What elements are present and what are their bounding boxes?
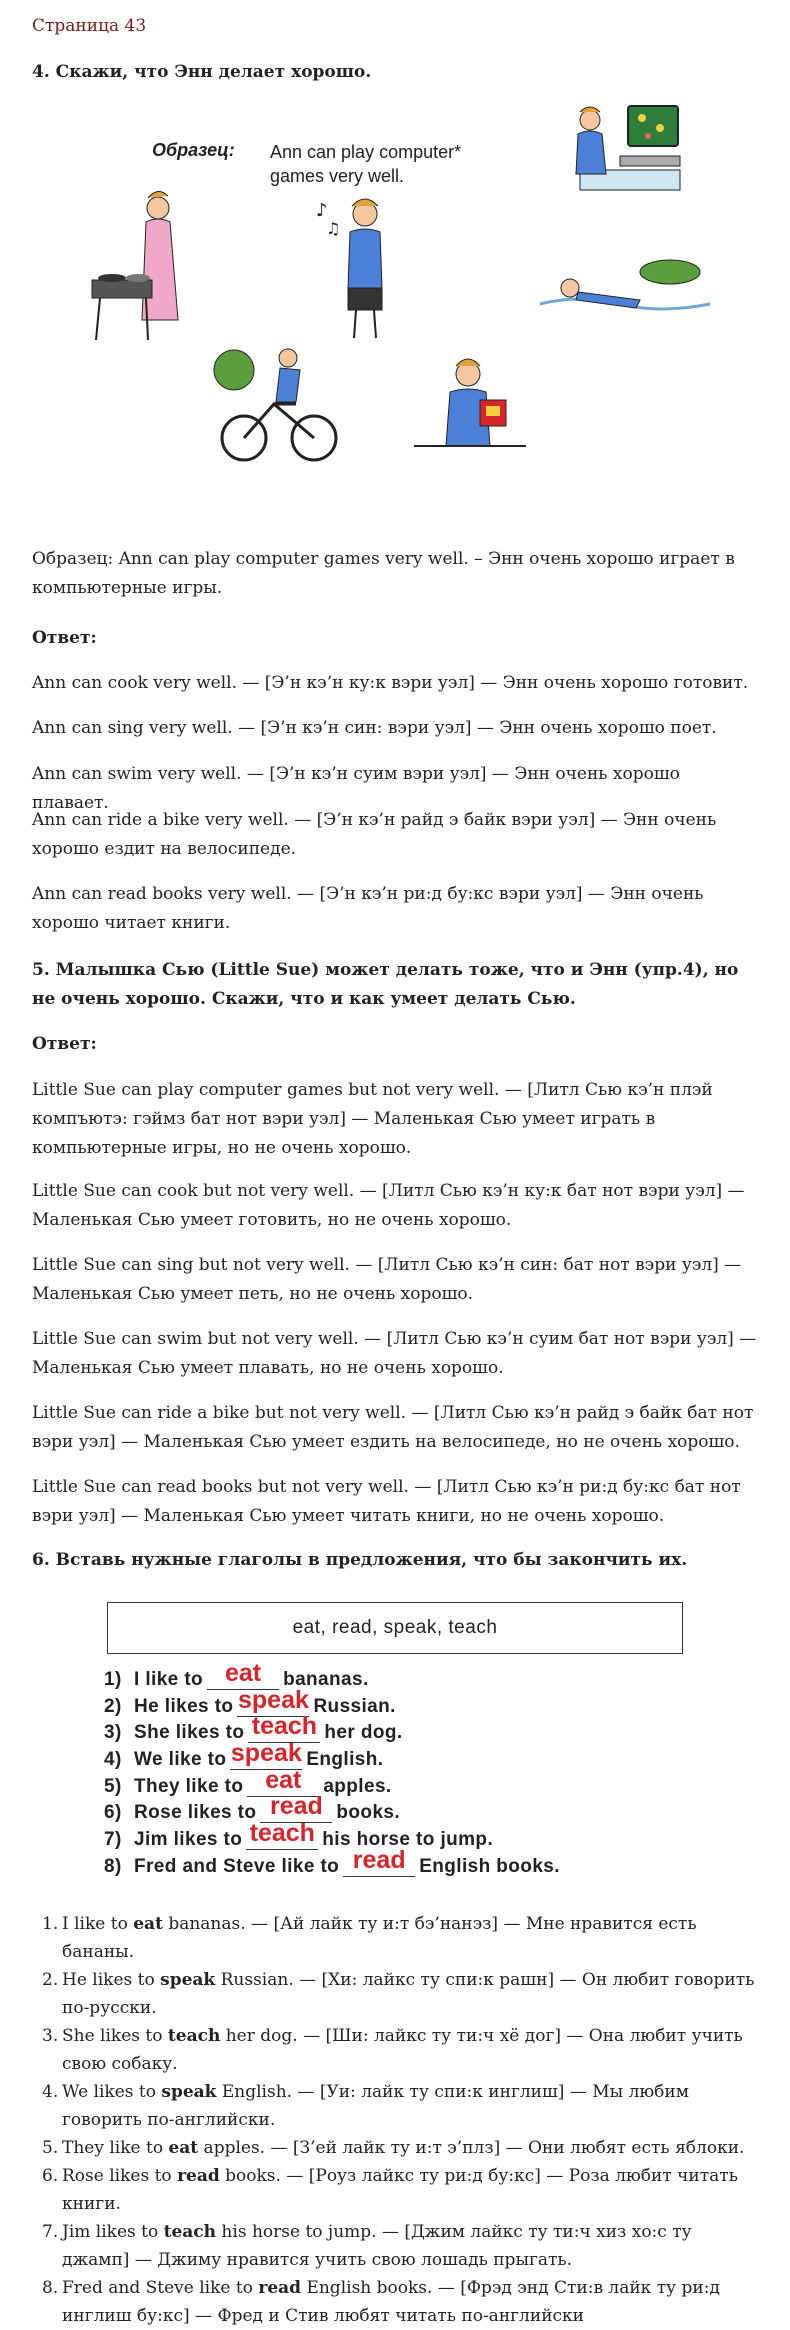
item-number: 8) [104, 1855, 122, 1877]
filled-answer: read [270, 1792, 323, 1821]
item-number: 4) [104, 1749, 122, 1771]
ex4-answer: Ann can cook very well. — [Э’н кэ’н ку:к вэри уэл] — Энн очень хорошо готовит. [32, 673, 749, 693]
fill-in-item [104, 1712, 724, 1748]
sample-text: Ann can play computer* games very well. [270, 142, 462, 186]
filled-answer: speak [237, 1685, 309, 1714]
ex4-heading: 4. Скажи, что Энн делает хорошо. [32, 62, 372, 82]
fill-in-item [104, 1739, 724, 1775]
item-number: 7) [104, 1829, 122, 1851]
filled-answer: eat [224, 1659, 262, 1687]
fill-in-item [104, 1659, 724, 1695]
ex6-answer: 7. Jim likes to teach his horse to jump. — [Джим лайкс ту ти:ч хиз хо:с ту джамп] — Джиму нравится учить свою лошадь прыгать. [42, 2222, 692, 2270]
ex6-answer: 2. He likes to speak Russian. — [Хи: лайкс ту спи:к рашн] — Он любит говорить по-русски. [42, 1970, 755, 2018]
ex5-answer: Little Sue can sing but not very well. — [Литл Сью кэ’н син: бат нот вэри уэл] — Маленькая Сью умеет петь, но не очень хорошо. [32, 1255, 742, 1304]
filled-answer: read [352, 1845, 406, 1874]
ex5-heading: 5. Малышка Сью (Little Sue) может делать тоже, что и Энн (упр.4), но не очень хорошо. Скажи, что и как умеет делать Сью. [32, 960, 739, 1009]
item-before: We like to [134, 1749, 227, 1771]
item-after: bananas. [283, 1669, 369, 1690]
item-before: She likes to [134, 1722, 245, 1744]
ex6-heading: 6. Вставь нужные глаголы в предложения, что бы закончить их. [32, 1550, 688, 1570]
filled-answer: eat [265, 1765, 302, 1794]
ex4-answer-label: Ответ: [32, 628, 97, 648]
item-before: Rose likes to [134, 1802, 257, 1824]
item-after: English books. [419, 1855, 560, 1877]
fill-in-item [104, 1792, 724, 1828]
item-after: English. [306, 1749, 384, 1771]
cooking-picture [90, 180, 210, 350]
filled-answer: teach [251, 1712, 318, 1741]
ex5-answer: Little Sue can swim but not very well. — [Литл Сью кэ’н суим бат нот вэри уэл] — Маленькая Сью умеет плавать, но не очень хорошо. [32, 1329, 757, 1378]
ex6-answer: 6. Rose likes to read books. — [Роуз лайкс ту ри:д бу:кс] — Роза любит читать книги. [42, 2166, 738, 2214]
ex6-answer: 8. Fred and Steve like to read English books. — [Фрэд энд Сти:в лайк ту ри:д инглиш бу:кс] — Фред и Стив любят читать по-английски [42, 2278, 720, 2326]
computer-picture [560, 100, 690, 210]
bike-picture [210, 340, 350, 470]
ex5-answer: Little Sue can play computer games but not very well. — [Литл Сью кэ’н плэй компъютэ: гэймз бат нот вэри уэл] — Маленькая Сью умеет играть в компьютерные игры, но не очень хорошо. [32, 1080, 713, 1158]
answer-blank [343, 1845, 415, 1877]
item-after: her dog. [324, 1722, 403, 1744]
item-number: 2) [104, 1695, 122, 1717]
singing-picture [310, 192, 420, 342]
sample-translation: Образец: Ann can play computer games very well. – Энн очень хорошо играет в компьютерные игры. [32, 549, 735, 598]
ex6-answers-list [32, 1910, 758, 2330]
item-after: apples. [323, 1775, 392, 1797]
word-box-text: eat, read, speak, teach [292, 1617, 498, 1638]
fill-in-list [104, 1659, 724, 1882]
item-after: books. [336, 1802, 401, 1824]
ex5-answer: Little Sue can read books but not very well. — [Литл Сью кэ’н ри:д бу:кс бат нот вэри уэл] — Маленькая Сью умеет читать книги, но не очень хорошо. [32, 1477, 741, 1526]
page-link[interactable]: Страница 43 [32, 16, 147, 36]
filled-answer: teach [249, 1819, 315, 1848]
ex4-answer: Ann can ride a bike very well. — [Э’н кэ’н райд э байк вэри уэл] — Энн очень хорошо ездит на велосипеде. [32, 810, 717, 859]
ex4-answer: Ann can swim very well. — [Э’н кэ’н суим вэри уэл] — Энн очень хорошо плавает. [32, 764, 680, 813]
item-after: Russian. [313, 1695, 396, 1717]
item-number: 3) [104, 1722, 122, 1744]
ex6-answer: 1. I like to eat bananas. — [Ай лайк ту и:т бэ’нанэз] — Мне нравится есть бананы. [42, 1914, 697, 1962]
ex5-answer: Little Sue can cook but not very well. — [Литл Сью кэ’н ку:к бат нот вэри уэл] — Маленькая Сью умеет готовить, но не очень хорошо. [32, 1181, 745, 1230]
item-number: 5) [104, 1775, 122, 1797]
ex6-answer: 4. We likes to speak English. — [Уи: лайк ту спи:к инглиш] — Мы любим говорить по-английски. [42, 2082, 689, 2130]
filled-answer: speak [230, 1739, 302, 1768]
fill-in-item [104, 1765, 724, 1802]
ex5-answer: Little Sue can ride a bike but not very well. — [Литл Сью кэ’н райд э байк бат нот вэри уэл] — Маленькая Сью умеет ездить на велосипеде, но не очень хорошо. [32, 1403, 754, 1452]
ex5-answer-label: Ответ: [32, 1034, 97, 1054]
svg-text:♪: ♪ [316, 200, 328, 221]
ex4-text-block [32, 545, 758, 603]
item-before: Fred and Steve like to [134, 1855, 340, 1877]
ex4-answer: Ann can sing very well. — [Э’н кэ’н син: вэри уэл] — Энн очень хорошо поет. [32, 718, 717, 738]
reading-picture [410, 350, 530, 460]
word-box [107, 1602, 683, 1654]
fill-in-item [104, 1685, 724, 1722]
ex6-answer: 5. They like to eat apples. — [З’ей лайк ту и:т э’плз] — Они любят есть яблоки. [42, 2138, 745, 2158]
answer-blank [246, 1819, 318, 1850]
ex6-answer: 3. She likes to teach her dog. — [Ши: лайкс ту ти:ч хё дог] — Она любит учить свою собаку. [42, 2026, 743, 2074]
item-before: He likes to [134, 1695, 234, 1717]
ex4-answer: Ann can read books very well. — [Э’н кэ’н ри:д бу:кс вэри уэл] — Энн очень хорошо читает книги. [32, 884, 704, 933]
svg-text:♫: ♫ [326, 219, 341, 238]
item-before: They like to [134, 1775, 244, 1797]
item-number: 1) [104, 1669, 122, 1690]
fill-in-item [104, 1845, 724, 1882]
fill-in-item [104, 1819, 724, 1855]
item-before: Jim likes to [134, 1829, 243, 1851]
ex4-illustration [90, 100, 710, 490]
item-before: I like to [134, 1669, 204, 1690]
swimming-picture [540, 248, 710, 328]
item-number: 6) [104, 1802, 122, 1824]
sample-label: Образец: [152, 140, 235, 160]
item-after: his horse to jump. [322, 1829, 494, 1851]
